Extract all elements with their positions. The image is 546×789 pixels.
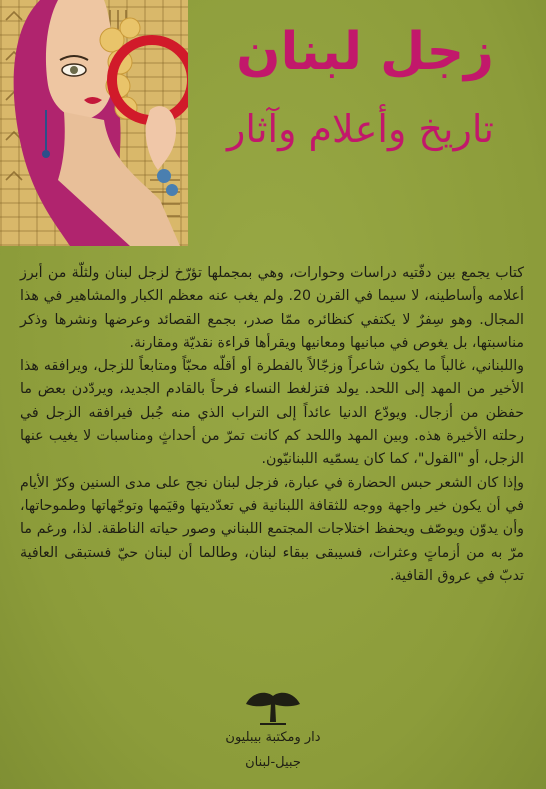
blurb-paragraph: كتاب يجمع بين دفّتيه دراسات وحوارات، وهي بمجملها تؤرّخ لزجل لبنان ولثلّة من أبرز أعلامه وأساطينه، لا سيما في القرن 20. ولم يغب عنه معظم الكبار والمشاهير في هذا المجال. وهو سِفرٌ لا يكتفي كنظائره ممّا صدر، بجمع القصائد وعرضها ونشرها وذكر مناسبتها، بل يغوص في مبانيها ومعانيها ويقرأها قراءة نقديّة ومقارنة. bbox=[20, 265, 524, 351]
tree-icon bbox=[242, 688, 304, 728]
blurb bbox=[20, 262, 524, 588]
blurb-paragraph: وإذا كان الشعر حبس الحضارة في عبارة، فزجل لبنان نجح على مدى السنين وكرّ الأيام في أن يكون خير واجهة ووجه للثقافة اللبنانية في تعدّديتها وقيَمها وتوجّهاتها وطموحاتها، وأن يدوّن ويوصّف ويحفظ اختلاجات المجتمع اللبناني وصور حياته الناطقة. لذا، ورغم ما مرّ به من أزماتٍ وعثرات، فسيبقى ببقاء لبنان، وطالما أن لبنان حيّ فستبقى العافية تدبّ في عروق القافية. bbox=[20, 474, 524, 584]
publisher-name: دار ومكتبة بيبليون bbox=[225, 730, 321, 745]
woman-portrait-illustration bbox=[0, 0, 188, 246]
cover-artwork bbox=[0, 0, 188, 246]
book-title: زجل لبنان bbox=[236, 22, 494, 82]
publisher-city: جبيل-لبنان bbox=[245, 755, 301, 770]
blurb-paragraph: واللبناني، غالباً ما يكون شاعراً وزجّالاً بالفطرة أو أقلّه محبّاً ومتابعاً للزجل، ويرافقه هذا الأخير من المهد إلى اللحد. يولد فتزلغط النساء فرحاً بالقادم الجديد، ويردّدن بعض ما حفظن من أزجال. ويودّع الدنيا عائداً إلى التراب الذي منه جُبل فيرافقه الزجل في رحلته الأخيرة هذه. وبين المهد واللحد كم كانت تمرّ من أحداثٍ ومناسبات لا يغيب عنها الزجل، أو "القول"، كما كان يسمّيه اللبنانيّون. bbox=[20, 358, 524, 468]
book-subtitle: تاريخ وأعلام وآثار bbox=[227, 107, 494, 151]
publisher-block bbox=[0, 688, 546, 770]
